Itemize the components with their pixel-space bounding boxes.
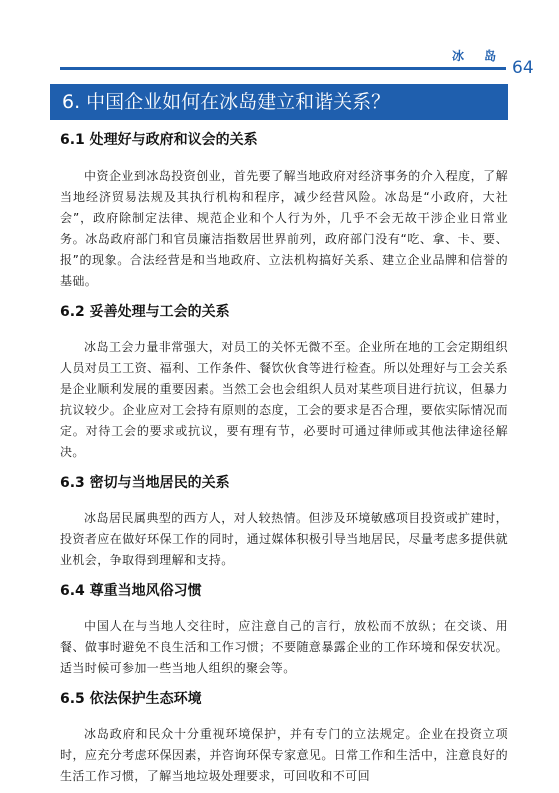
running-header-label: 冰 岛 xyxy=(452,49,505,63)
section-heading-6-3: 6.3 密切与当地居民的关系 xyxy=(60,475,230,491)
section-heading-6-1: 6.1 处理好与政府和议会的关系 xyxy=(60,132,258,148)
section-body-6-1: 中资企业到冰岛投资创业，首先要了解当地政府对经济事务的介入程度，了解当地经济贸易法规及其执行机构和程序，减少经营风险。冰岛是“小政府，大社会”，政府除制定法律、规范企业和个人行为外，几乎不会无故干涉企业日常业务。冰岛政府部门和官员廉洁指数居世界前列，政府部门没有“吃、拿、卡、要、报”的现象。合法经营是和当地政府、立法机构搞好关系、建立企业品牌和信誉的基础。 xyxy=(60,169,508,288)
section-body-6-3: 冰岛居民属典型的西方人，对人较热情。但涉及环境敏感项目投资或扩建时，投资者应在做好环保工作的同时，通过媒体积极引导当地居民，尽量考虑多提供就业机会，争取得到理解和支持。 xyxy=(60,511,508,567)
header-rule xyxy=(60,67,506,70)
chapter-title: 6. 中国企业如何在冰岛建立和谐关系？ xyxy=(50,84,508,120)
section-heading-6-5: 6.5 依法保护生态环境 xyxy=(60,691,202,707)
section-body-6-2: 冰岛工会力量非常强大，对员工的关怀无微不至。企业所在地的工会定期组织人员对员工工资、福利、工作条件、餐饮伙食等进行检查。所以处理好与工会关系是企业顺利发展的重要因素。当然工会也会组织人员对某些项目进行抗议，但暴力抗议较少。企业应对工会持有原则的态度，工会的要求是否合理，要依实际情况而定。对待工会的要求或抗议，要有理有节，必要时可通过律师或其他法律途径解决。 xyxy=(60,340,508,459)
section-body-6-5: 冰岛政府和民众十分重视环境保护，并有专门的立法规定。企业在投资立项时，应充分考虑环保因素，并咨询环保专家意见。日常工作和生活中，注意良好的生活工作习惯，了解当地垃圾处理要求，可回收和不可回 xyxy=(60,727,508,783)
section-heading-6-4: 6.4 尊重当地风俗习惯 xyxy=(60,583,202,599)
content-body xyxy=(60,128,508,787)
section-body-6-4: 中国人在与当地人交往时，应注意自己的言行，放松而不放纵；在交谈、用餐、做事时避免不良生活和工作习惯；不要随意暴露企业的工作环境和保安状况。适当时候可参加一些当地人组织的聚会等。 xyxy=(60,619,508,675)
page-number: 64 xyxy=(512,58,534,78)
section-heading-6-2: 6.2 妥善处理与工会的关系 xyxy=(60,304,230,320)
